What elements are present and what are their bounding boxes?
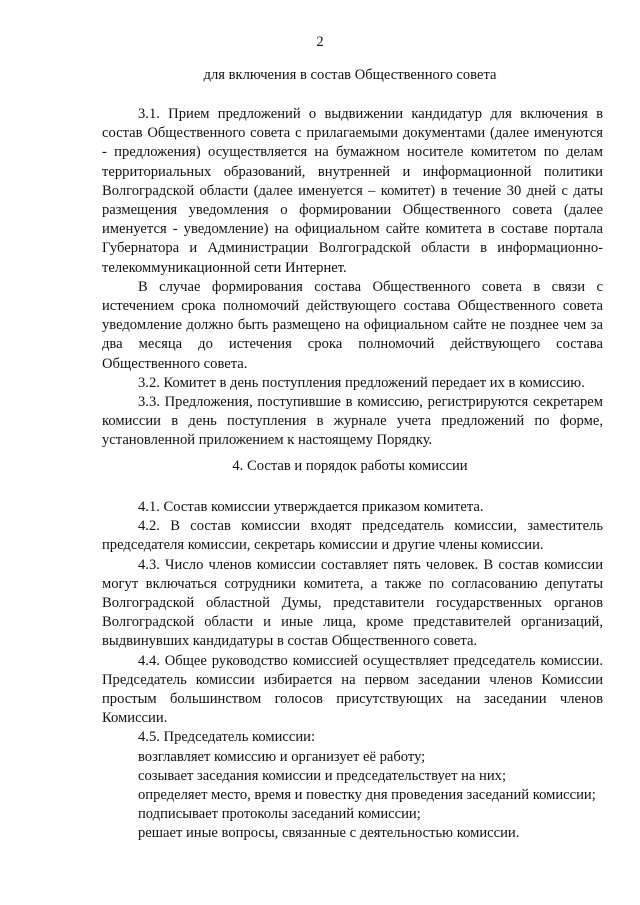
paragraph-4-3: 4.3. Число членов комиссии составляет пять человек. В состав комиссии могут включаться сотрудники комитета, а также по согласованию депутаты Волгоградской областной Думы, представители государственных органов Волгоградской области и иные лица, кроме представителей организаций, выдвинувших кандидатуры в состав Общественного совета. [102,556,603,650]
list-item-lead: возглавляет комиссию и организует её работу; [138,748,426,765]
section-4-text [102,498,603,844]
paragraph-3-3: 3.3. Предложения, поступившие в комиссию, регистрируются секретарем комиссии в день поступления в журнале учета предложений по форме, установленной приложением к настоящему Порядку. [102,394,603,449]
paragraph-3-1-continued: В случае формирования состава Общественного совета в связи с истечением срока полномочий действующего состава Общественного совета уведомление должно быть размещено на официальном сайте не позднее чем за два месяца до истечения срока полномочий действующего состава Общественного совета. [102,278,603,372]
list-item-agenda: определяет место, время и повестку дня проведения заседаний комиссии; [138,787,596,804]
paragraph-3-1: 3.1. Прием предложений о выдвижении кандидатур для включения в состав Общественного совета с прилагаемыми документами (далее именуются - предложения) осуществляется на бумажном носителе комитетом по делам территориальных образований, внутренней и информационной политики Волгоградской области (далее именуется – комитет) в течение 30 дней с даты размещения уведомления о формировании Общественного совета (далее именуется - уведомление) на официальном сайте комитета в составе портала Губернатора и Администрации Волгоградской области в информационно-телекоммуникационной сети Интернет. [102,106,603,276]
paragraph-3-2: 3.2. Комитет в день поступления предложений передает их в комиссию. [138,374,585,391]
list-item-convene: созывает заседания комиссии и председательствует на них; [138,767,507,784]
list-item-other: решает иные вопросы, связанные с деятельностью комиссии. [138,825,520,842]
section-3-text [102,105,603,451]
section-4-title: 4. Состав и порядок работы комиссии [232,458,468,474]
paragraph-4-1: 4.1. Состав комиссии утверждается приказом комитета. [138,499,484,515]
paragraph-4-5: 4.5. Председатель комиссии: [138,729,316,746]
list-item-sign: подписывает протоколы заседаний комиссии; [138,806,421,823]
paragraph-4-4: 4.4. Общее руководство комиссией осуществляет председатель комиссии. Председатель комиссии избирается на первом заседании членов Комиссии простым большинством голосов присутствующих на заседании членов Комиссии. [102,652,603,727]
page-number: 2 [316,34,324,50]
heading-continuation: для включения в состав Общественного совета [203,67,497,83]
paragraph-4-2: 4.2. В состав комиссии входят председатель комиссии, заместитель председателя комиссии, секретарь комиссии и другие члены комиссии. [102,518,603,554]
